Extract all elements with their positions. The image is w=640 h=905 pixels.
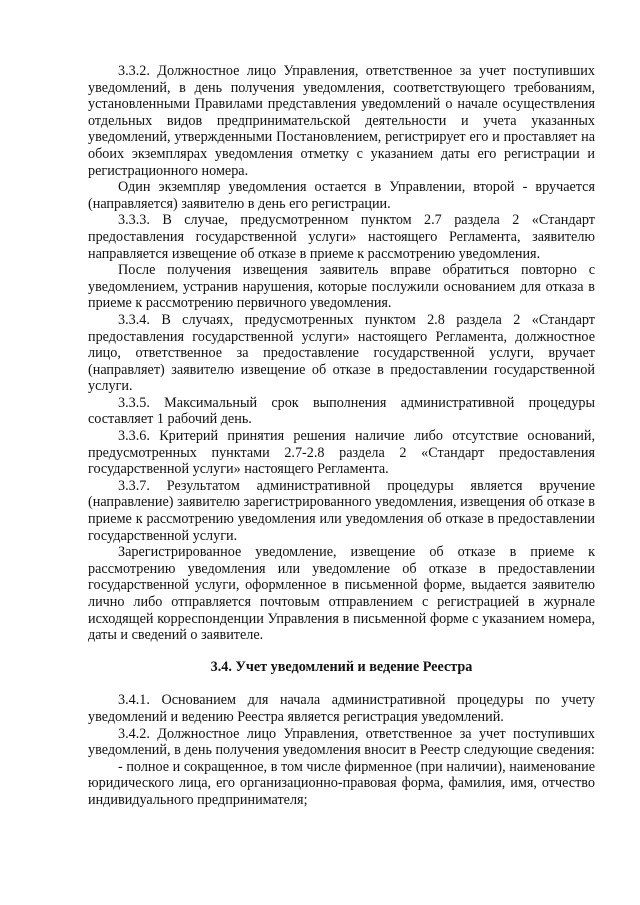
paragraph-repeat-application: После получения извещения заявитель вправе обратиться повторно с уведомлением, устранив нарушения, которые послужили основанием для отказа в приеме к рассмотрению первичного уведомления. bbox=[88, 262, 595, 312]
paragraph-3-3-5: 3.3.5. Максимальный срок выполнения административной процедуры составляет 1 рабочий день. bbox=[88, 394, 595, 428]
paragraph-registered-notification: Зарегистрированное уведомление, извещение об отказе в приеме к рассмотрению уведомления или уведомление об отказе в предоставлении государственной услуги, оформленное в письменной форме, выдается заявителю лично либо отправляется почтовым отправлением с регистрацией в журнале исходящей корреспонденции Управления в письменной форме с указанием номера, даты и сведений о заявителе. bbox=[88, 544, 595, 644]
paragraph-3-3-3: 3.3.3. В случае, предусмотренном пунктом 2.7 раздела 2 «Стандарт предоставления государственной услуги» настоящего Регламента, заявителю направляется извещение об отказе в приеме к рассмотрению уведомления. bbox=[88, 212, 595, 262]
section-heading-3-4: 3.4. Учет уведомлений и ведение Реестра bbox=[210, 658, 473, 675]
paragraph-3-4-1: 3.4.1. Основанием для начала административной процедуры по учету уведомлений и ведению Реестра является регистрация уведомлений. bbox=[88, 692, 595, 725]
document-body bbox=[88, 63, 595, 809]
paragraph-3-3-4: 3.3.4. В случаях, предусмотренных пунктом 2.8 раздела 2 «Стандарт предоставления государственной услуги» настоящего Регламента, должностное лицо, ответственное за предоставление государственной услуги, вручает (направляет) заявителю извещение об отказе в предоставлении государственной услуги. bbox=[88, 311, 595, 395]
paragraph-3-3-2: 3.3.2. Должностное лицо Управления, ответственное за учет поступивших уведомлений, в день получения уведомления, соответствующего требованиям, установленными Правилами представления уведомлений о начале осуществления отдельных видов предпринимательской деятельности и учета указанных уведомлений, утвержденными Постановлением, регистрирует его и проставляет на обоих экземплярах уведомления отметку с указанием даты его регистрации и регистрационного номера. bbox=[88, 63, 595, 179]
paragraph-list-item-name: - полное и сокращенное, в том числе фирменное (при наличии), наименование юридического лица, его организационно-правовая форма, фамилия, имя, отчество индивидуального предпринимателя; bbox=[88, 758, 595, 808]
paragraph-copy-issuance: Один экземпляр уведомления остается в Управлении, второй - вручается (направляется) заявителю в день его регистрации. bbox=[88, 179, 595, 212]
paragraph-3-3-7: 3.3.7. Результатом административной процедуры является вручение (направление) заявителю зарегистрированного уведомления, извещения об отказе в приеме к рассмотрению уведомления или уведомления об отказе в предоставлении государственной услуги. bbox=[88, 477, 595, 544]
paragraph-3-4-2: 3.4.2. Должностное лицо Управления, ответственное за учет поступивших уведомлений, в день получения уведомления вносит в Реестр следующие сведения: bbox=[88, 725, 595, 759]
paragraph-3-3-6: 3.3.6. Критерий принятия решения наличие либо отсутствие оснований, предусмотренных пунктами 2.7-2.8 раздела 2 «Стандарт предоставления государственной услуги» настоящего Регламента. bbox=[88, 428, 595, 478]
